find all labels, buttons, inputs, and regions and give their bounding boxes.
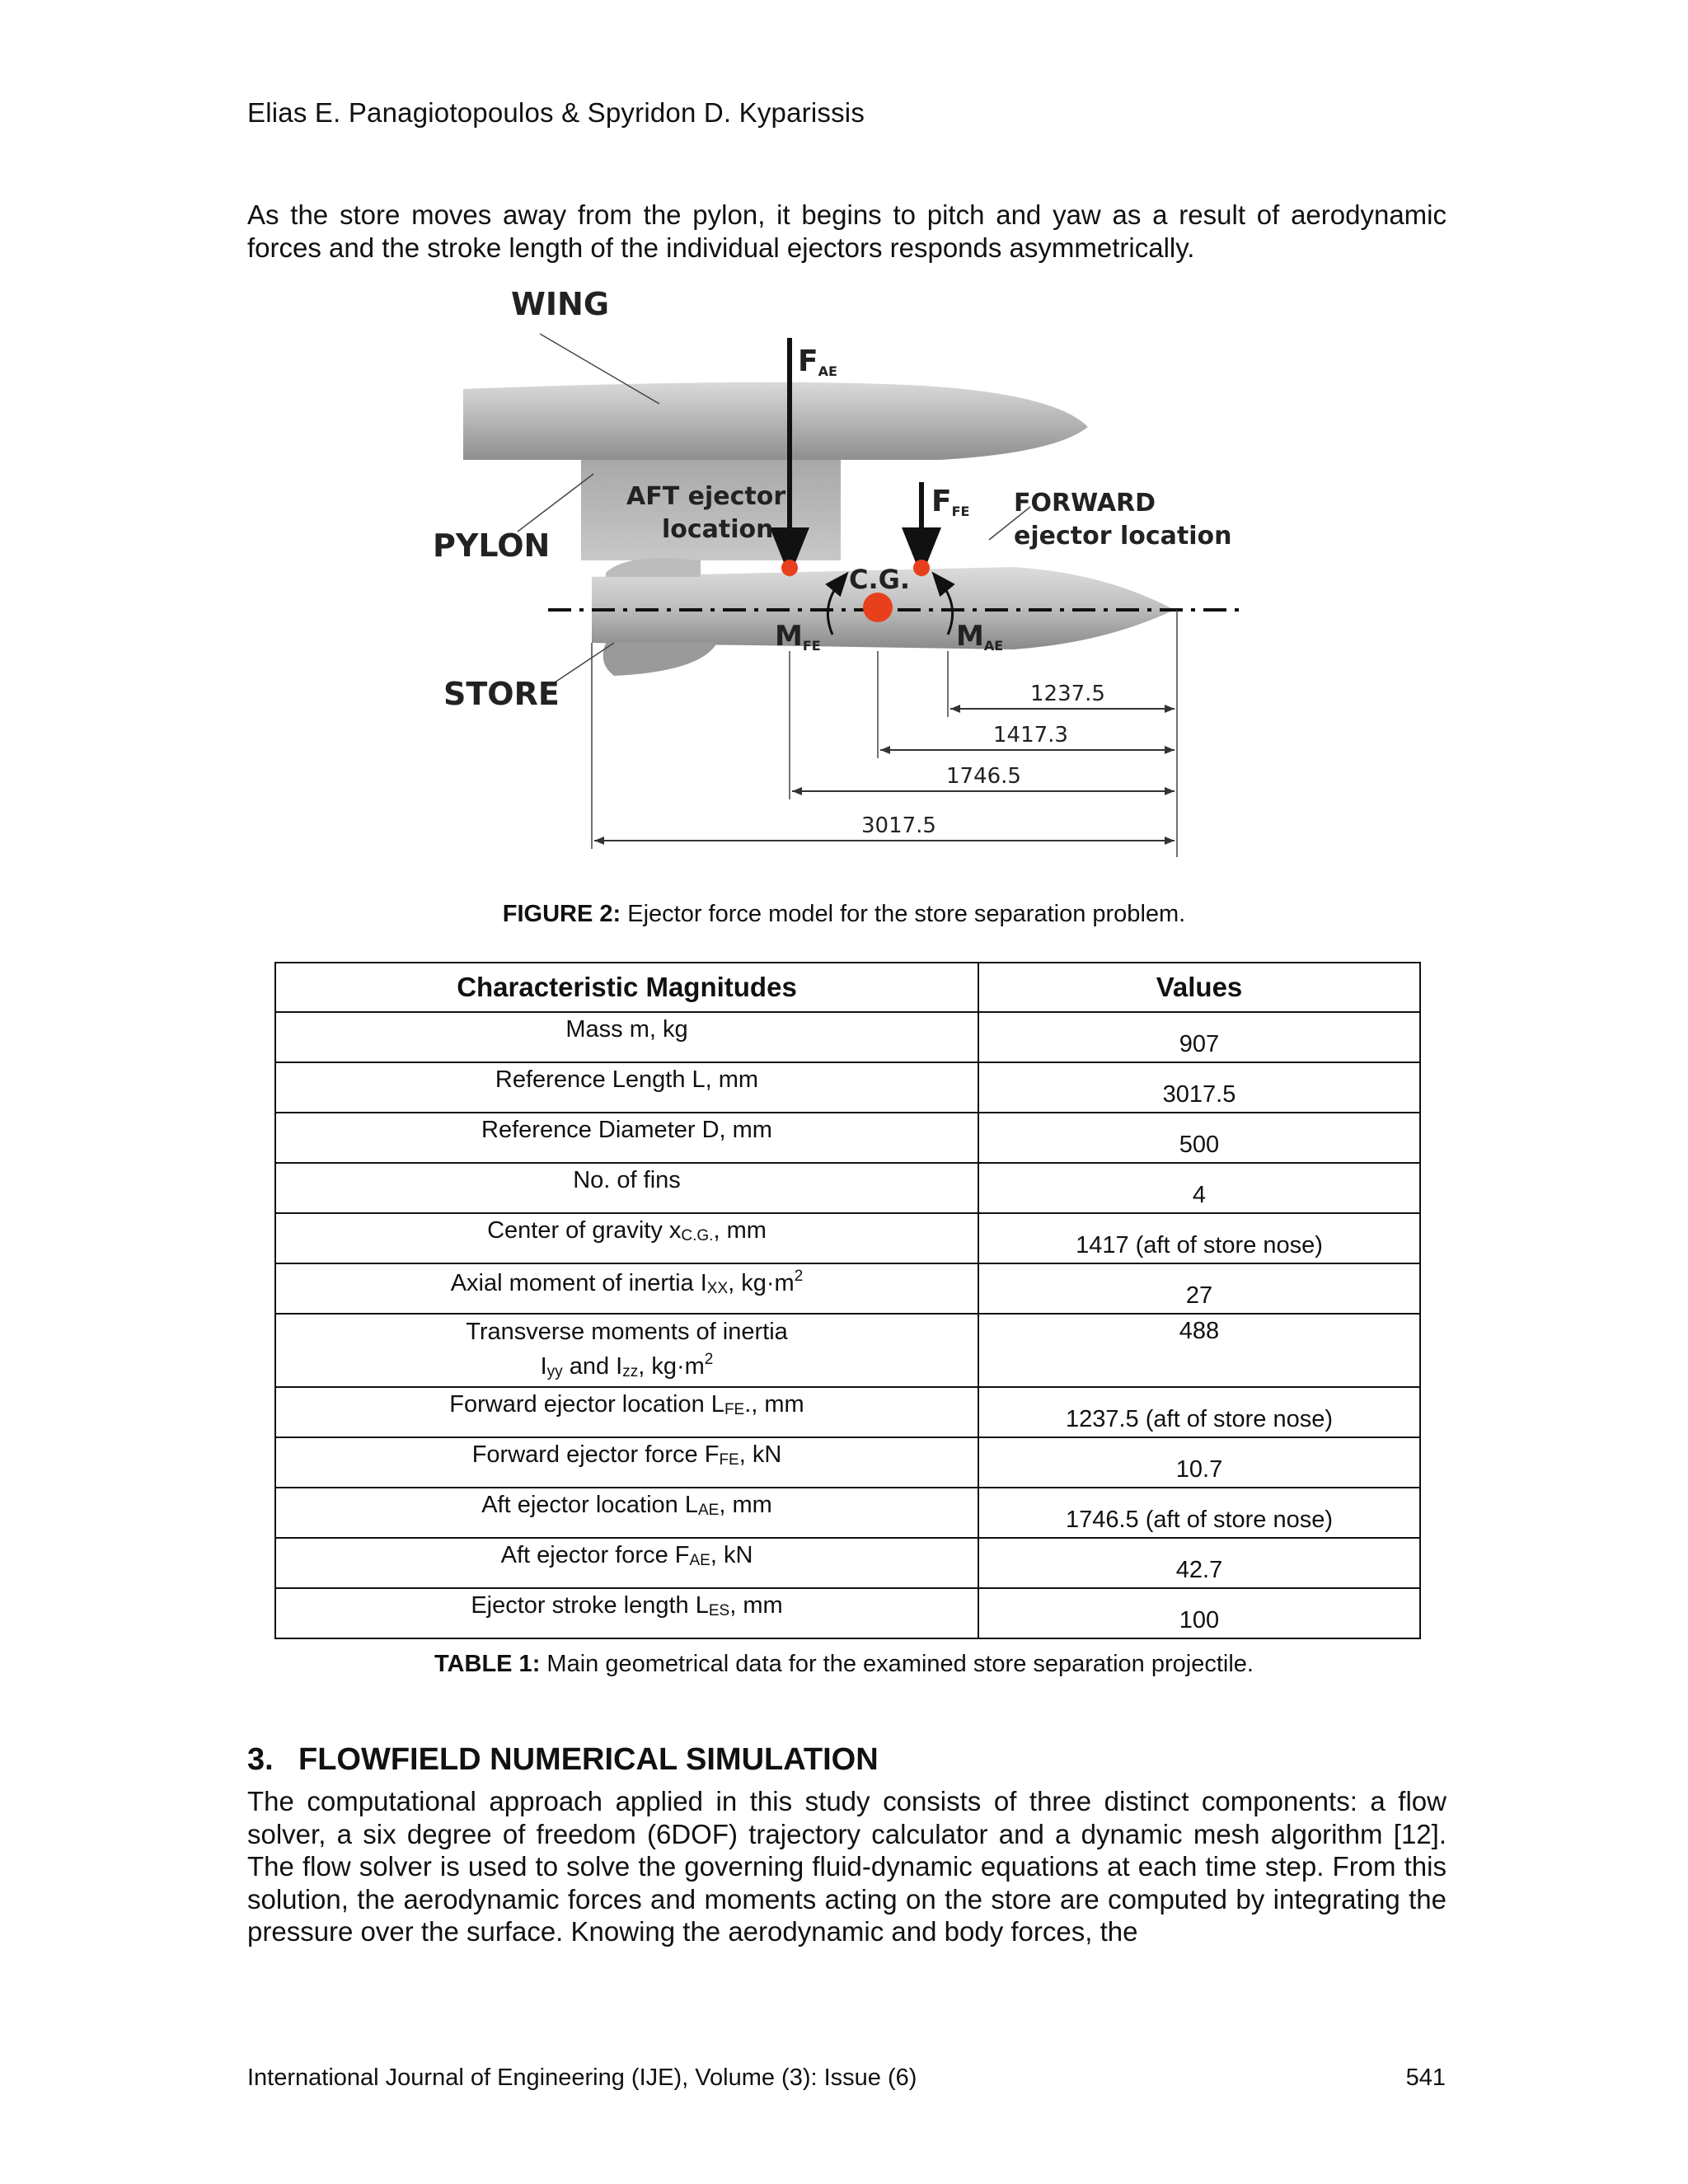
table-cell-magnitude: Center of gravity $x_{C.G.}$, mm	[275, 1213, 978, 1263]
m-ae-label: MAE	[956, 620, 1004, 654]
dimension-1417	[880, 723, 1175, 754]
ejector-force-diagram	[429, 288, 1269, 865]
table-cell-magnitude: Mass m, kg	[275, 1012, 978, 1062]
section-number: 3.	[247, 1742, 274, 1777]
table-row	[275, 1062, 1420, 1113]
fwd-ejector-marker	[913, 560, 930, 576]
table-cell-value: 27	[978, 1263, 1420, 1314]
f-fe-label: FFE	[931, 485, 970, 519]
wing-label: WING	[511, 288, 610, 322]
fwd-ejector-label-line1: FORWARD	[1014, 489, 1156, 518]
table-caption-label: TABLE 1:	[434, 1651, 541, 1677]
table-cell-value: 1417 (aft of store nose)	[978, 1213, 1420, 1263]
table-cell-value: 100	[978, 1588, 1420, 1638]
figure-2	[429, 288, 1269, 865]
figure-caption-text: Ejector force model for the store separation problem.	[621, 901, 1186, 927]
dimension-label-1417: 1417.3	[993, 723, 1068, 748]
dimension-label-1746: 1746.5	[946, 764, 1021, 789]
table-cell-magnitude: Ejector stroke length $L_{ES}$, mm	[275, 1588, 978, 1638]
table-cell-value: 907	[978, 1012, 1420, 1062]
table-row	[275, 1588, 1420, 1638]
table-row	[275, 1538, 1420, 1588]
table-cell-value: 500	[978, 1113, 1420, 1163]
table-row	[275, 1113, 1420, 1163]
table-cell-value: 1746.5 (aft of store nose)	[978, 1488, 1420, 1538]
table-header-values: Values	[978, 963, 1420, 1012]
figure-caption	[0, 901, 1688, 928]
table-cell-value: 488	[978, 1314, 1420, 1387]
table-cell-magnitude: Aft ejector location $L_{AE}$, mm	[275, 1488, 978, 1538]
dimension-label-1237: 1237.5	[1030, 682, 1105, 706]
cg-label: C.G.	[849, 564, 911, 595]
dimension-label-3017: 3017.5	[861, 813, 936, 838]
section-title: FLOWFIELD NUMERICAL SIMULATION	[298, 1742, 879, 1777]
footer-journal: International Journal of Engineering (IJE), Volume (3): Issue (6)	[247, 2064, 917, 2091]
table-cell-value: 10.7	[978, 1437, 1420, 1488]
table-row	[275, 1012, 1420, 1062]
running-header-authors: Elias E. Panagiotopoulos & Spyridon D. Kyparissis	[247, 97, 865, 128]
table-cell-value: 1237.5 (aft of store nose)	[978, 1387, 1420, 1437]
table-cell-value: 3017.5	[978, 1062, 1420, 1113]
table-header-row	[275, 963, 1420, 1012]
table-cell-magnitude: Reference Length L, mm	[275, 1062, 978, 1113]
table-row	[275, 1213, 1420, 1263]
dimension-3017	[594, 813, 1175, 845]
table-row	[275, 1314, 1420, 1387]
table-cell-value: 42.7	[978, 1538, 1420, 1588]
table-row	[275, 1387, 1420, 1437]
section-heading	[247, 1742, 879, 1778]
dimension-1237	[950, 682, 1175, 713]
table-row	[275, 1488, 1420, 1538]
intro-paragraph: As the store moves away from the pylon, it begins to pitch and yaw as a result of aerodynamic forces and the stroke length of the individual ejectors responds asymmetrically.	[247, 199, 1447, 263]
table-caption-text: Main geometrical data for the examined store separation projectile.	[540, 1651, 1254, 1677]
m-fe-label: MFE	[775, 620, 821, 654]
characteristics-table	[274, 962, 1421, 1639]
table-row	[275, 1163, 1420, 1213]
table-cell-magnitude: No. of fins	[275, 1163, 978, 1213]
f-ae-label: FAE	[798, 344, 837, 379]
pylon-label: PYLON	[433, 527, 551, 564]
aft-ejector-marker	[781, 560, 798, 576]
aft-ejector-label-line1: AFT ejector	[626, 482, 786, 511]
table-caption	[0, 1651, 1688, 1678]
figure-caption-label: FIGURE 2:	[502, 901, 621, 927]
table-cell-magnitude: Aft ejector force $F_{AE}$, kN	[275, 1538, 978, 1588]
table-row	[275, 1437, 1420, 1488]
store-fin-upper	[606, 558, 701, 577]
wing-shape	[463, 382, 1088, 460]
table-cell-magnitude: Forward ejector force $F_{FE}$, kN	[275, 1437, 978, 1488]
section-body-paragraph: The computational approach applied in this study consists of three distinct components: a flow solver, a six degree of freedom (6DOF) trajectory calculator and a dynamic mesh algorithm [12]. The flow solver is used to solve the governing fluid-dynamic equations at each time step. From this solution, the aerodynamic forces and moments acting on the store are computed by integrating the pressure over the surface. Knowing the aerodynamic and body forces, the	[247, 1786, 1447, 1947]
table-row	[275, 1263, 1420, 1314]
table-cell-magnitude: Axial moment of inertia $I_{XX}$, $kg\cdot m^2$	[275, 1263, 978, 1314]
dimension-1746	[792, 764, 1175, 795]
table-cell-value: 4	[978, 1163, 1420, 1213]
fwd-ejector-label-line2: ejector location	[1014, 522, 1232, 551]
store-fin-lower	[603, 643, 717, 676]
table-cell-magnitude: Forward ejector location $L_{FE}$., mm	[275, 1387, 978, 1437]
store-label: STORE	[443, 676, 560, 712]
table-cell-magnitude: Transverse moments of inertia $I_{yy}$ and $I_{zz}$, $kg\cdot m^2$	[275, 1314, 978, 1387]
aft-ejector-label-line2: location	[662, 515, 774, 544]
table-cell-magnitude: Reference Diameter D, mm	[275, 1113, 978, 1163]
table-header-magnitudes: Characteristic Magnitudes	[275, 963, 978, 1012]
page-number: 541	[1405, 2064, 1446, 2091]
cg-marker	[863, 593, 893, 622]
